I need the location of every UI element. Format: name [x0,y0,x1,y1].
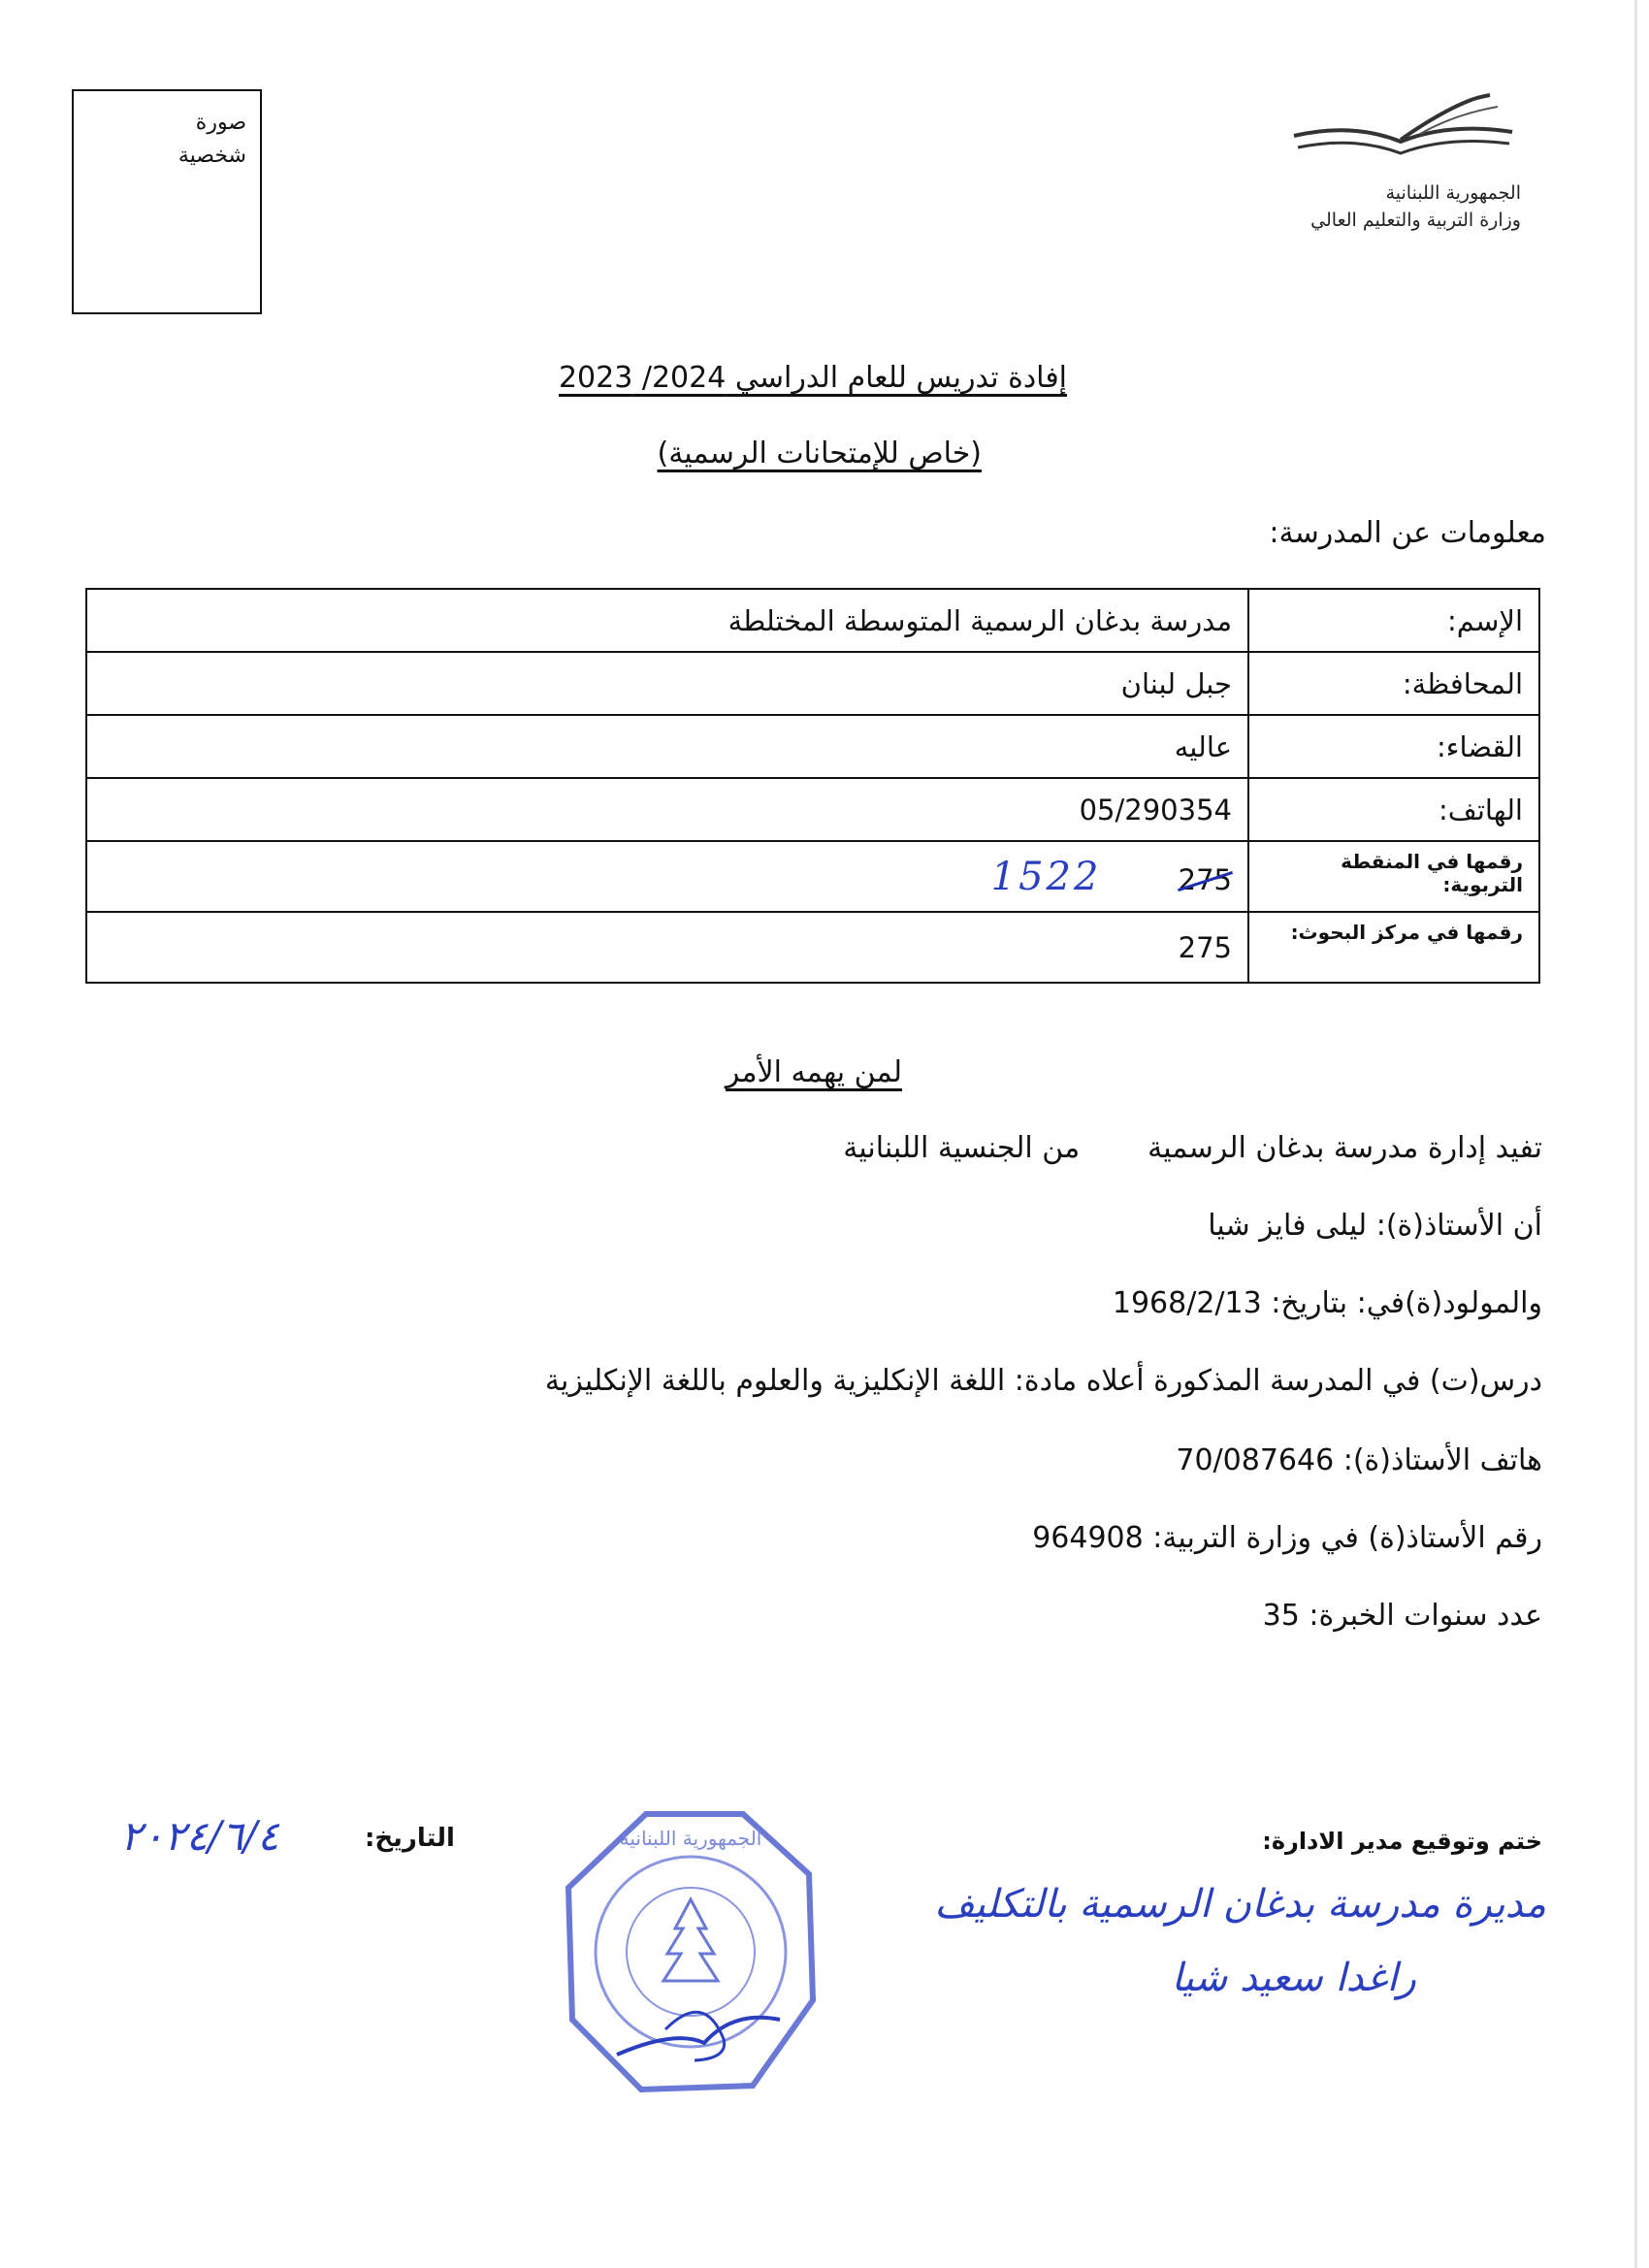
letter-line-phone: هاتف الأستاذ(ة): 70/087646 [1176,1443,1542,1477]
struck-value: 275 [1178,862,1232,896]
row-label: القضاء: [1248,715,1539,778]
table-row [86,912,1539,983]
page-edge [1634,0,1637,2268]
row-value: 05/290354 [86,778,1248,841]
row-value: عاليه [86,715,1248,778]
official-stamp [559,1806,821,2097]
row-label: الهاتف: [1248,778,1539,841]
handwritten-director-title: مديرة مدرسة بدغان الرسمية بالتكليف [934,1882,1546,1927]
school-info-table [85,588,1540,984]
logo-ministry-text: وزارة التربية والتعليم العالي [1310,210,1521,231]
table-row [86,652,1539,715]
handwritten-director-name: راغدا سعيد شيا [1171,1956,1416,2000]
row-label: رقمها في المنقطة التربوية: [1248,841,1539,912]
handwritten-date: ٢٠٢٤/٦/٤ [120,1812,279,1860]
letter-line-experience: عدد سنوات الخبرة: 35 [1262,1599,1542,1633]
letter-line-birth: والمولود(ة)في: بتاريخ: 1968/2/13 [1112,1286,1542,1320]
ministry-logo [1261,93,1533,239]
director-signature-label: ختم وتوقيع مدير الادارة: [1262,1828,1542,1855]
row-value: مدرسة بدغان الرسمية المتوسطة المختلطة [86,589,1248,652]
row-label: الإسم: [1248,589,1539,652]
row-value: 275 [86,912,1248,983]
document-title: إفادة تدريس للعام الدراسي 2024/ 2023 [558,361,1067,395]
photo-placeholder [72,89,262,314]
row-label: رقمها في مركز البحوث: [1248,912,1539,983]
svg-text:الجمهورية اللبنانية: الجمهورية اللبنانية [619,1827,762,1850]
letter-line-administration: تفيد إدارة مدرسة بدغان الرسميةمن الجنسية اللبنانية [843,1131,1542,1165]
logo-republic-text: الجمهورية اللبنانية [1385,182,1521,204]
letter-line-ministry-number: رقم الأستاذ(ة) في وزارة التربية: 964908 [1032,1521,1542,1555]
to-whom-heading: لمن يهمه الأمر [725,1055,902,1089]
photo-label: صورة شخصية [178,111,246,168]
row-value: جبل لبنان [86,652,1248,715]
school-info-heading: معلومات عن المدرسة: [1269,516,1546,550]
row-value [86,841,1248,912]
letter-line-subject: درس(ت) في المدرسة المذكورة أعلاه مادة: اللغة الإنكليزية والعلوم باللغة الإنكليزية [544,1364,1542,1398]
table-row [86,589,1539,652]
cedar-icon [663,1899,718,1981]
open-book-icon [1275,93,1527,171]
date-label: التاريخ: [365,1824,455,1853]
table-row [86,715,1539,778]
document-subtitle: (خاص للإمتحانات الرسمية) [657,437,982,470]
handwritten-correction: 1522 [990,854,1102,899]
letter-line-teacher: أن الأستاذ(ة): ليلى فايز شيا [1208,1209,1542,1243]
row-label: المحافظة: [1248,652,1539,715]
table-row [86,841,1539,912]
table-row [86,778,1539,841]
